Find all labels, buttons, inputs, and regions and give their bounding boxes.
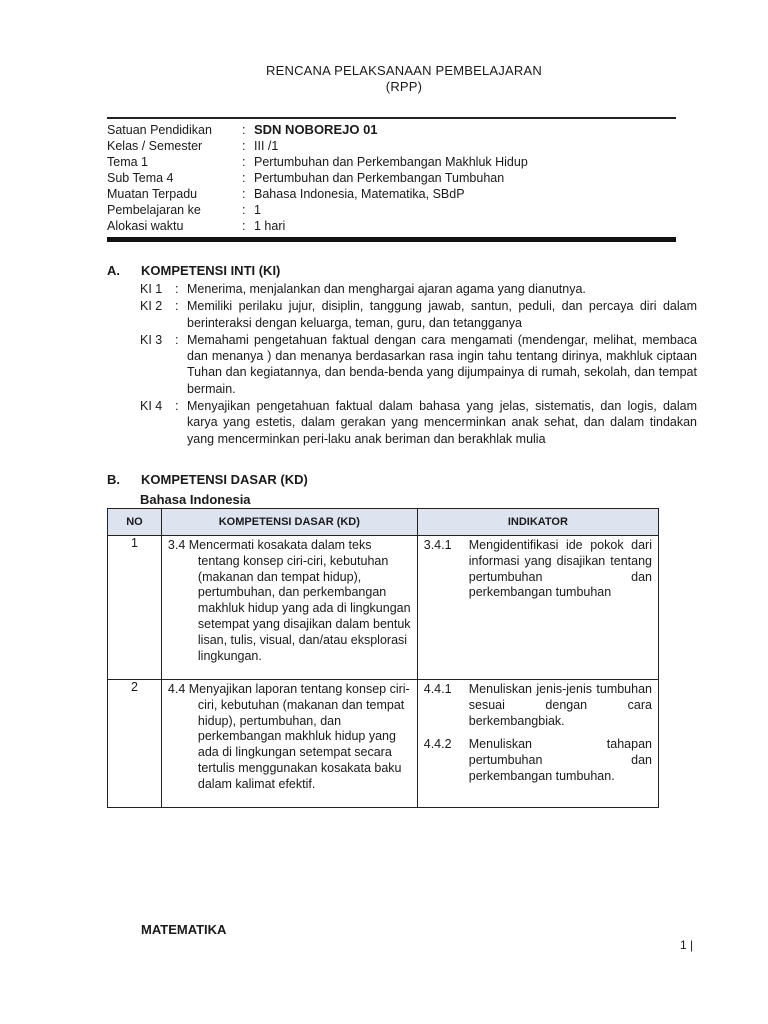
info-value: 1 hari [254,219,286,233]
info-value: Pertumbuhan dan Perkembangan Tumbuhan [254,171,505,185]
info-key: Satuan Pendidikan [107,123,212,137]
indikator-item [418,680,658,729]
ki-colon: : [175,299,179,314]
info-value: SDN NOBOREJO 01 [254,122,378,137]
info-colon: : [242,155,246,169]
info-value: Pertumbuhan dan Perkembangan Makhluk Hidup [254,155,528,169]
info-row [107,170,528,186]
info-row [107,186,528,202]
info-value: 1 [254,203,261,217]
document-subtitle: (RPP) [385,79,423,94]
cell-indikator [417,680,658,808]
info-value: III /1 [254,139,279,153]
info-key: Pembelajaran ke [107,203,201,217]
indikator-item [418,536,658,601]
indikator-item [418,735,658,784]
header-no: NO [108,509,162,536]
header-indikator: INDIKATOR [417,509,658,536]
section-letter: A. [107,263,120,278]
indikator-code: 3.4.1 [423,538,452,552]
ki-code: KI 4 [140,399,163,414]
info-colon: : [242,203,246,217]
info-colon: : [242,139,246,153]
info-key: Sub Tema 4 [107,171,174,185]
info-row [107,138,528,154]
indikator-text: Menuliskan tahapan pertumbuhan dan perkembangan tumbuhan. [468,737,652,783]
cell-kd [161,680,417,808]
section-title: KOMPETENSI DASAR (KD) [141,472,308,487]
info-row [107,202,528,218]
section-title: KOMPETENSI INTI (KI) [141,263,281,278]
cell-no: 2 [108,680,162,808]
info-colon: : [242,219,246,233]
ki-code: KI 3 [140,332,163,347]
info-key: Alokasi waktu [107,219,184,233]
ki-colon: : [175,282,179,296]
info-colon: : [242,123,246,137]
ki-text: Memiliki perilaku jujur, disiplin, tanggung jawab, santun, peduli, dan percaya diri dalam berinteraksi dengan keluarga, teman, guru, dan tetangganya [187,299,697,330]
subject-heading: Bahasa Indonesia [140,492,251,507]
ki-code: KI 2 [140,299,163,314]
cell-indikator [417,536,658,680]
ki-colon: : [175,399,179,414]
info-row [107,122,528,138]
ki-item [140,281,697,297]
table-row [108,536,659,680]
kd-text: 3.4 Mencermati kosakata dalam teks tentang konsep ciri-ciri, kebutuhan (makanan dan tempat hidup), pertumbuhan, dan perkembangan makhluk hidup yang ada di lingkungan setempat yang disajikan dalam bentuk lisan, tulis, visual, dan/atau eksplorasi lingkungan. [167,538,411,663]
section-heading-ki [107,263,280,278]
kd-text: 4.4 Menyajikan laporan tentang konsep ciri-ciri, kebutuhan (makanan dan tempat hidup), pertumbuhan, dan perkembangan makhluk hidup yang ada di lingkungan setempat secara tertulis menggunakan kosakata baku dalam kalimat efektif. [167,682,410,791]
ki-item [140,298,697,331]
section-letter: B. [107,472,120,487]
ki-colon: : [175,332,179,347]
info-row [107,218,528,234]
kd-table [107,508,659,808]
ki-list [140,281,697,447]
ki-text: Menerima, menjalankan dan menghargai ajaran agama yang dianutnya. [187,282,586,296]
top-divider [107,117,676,119]
indikator-code: 4.4.2 [423,737,452,752]
ki-text: Memahami pengetahuan faktual dengan cara mengamati (mendengar, melihat, membaca dan menanya ) dan menanya berdasarkan rasa ingin tahu tentang dirinya, makhluk ciptaan Tuhan dan kegiatannya, dan benda-benda yang dijumpainya di rumah, sekolah, dan tempat bermain. [187,332,697,396]
cell-no: 1 [108,536,162,680]
page-number: 1 | [680,938,694,952]
cell-kd [161,536,417,680]
info-block [107,122,528,234]
indikator-code: 4.4.1 [423,682,452,696]
next-subject-heading: MATEMATIKA [141,922,227,937]
section-heading-kd [107,472,308,487]
info-key: Muatan Terpadu [107,187,198,201]
header-kd: KOMPETENSI DASAR (KD) [161,509,417,536]
ki-text: Menyajikan pengetahuan faktual dalam bahasa yang jelas, sistematis, dan logis, dalam karya yang estetis, dalam gerakan yang mencerminkan anak sehat, dan dalam tindakan yang mencerminkan peri-laku anak beriman dan berakhlak mulia [187,399,697,446]
table-header-row [108,509,659,536]
info-value: Bahasa Indonesia, Matematika, SBdP [254,187,465,201]
indikator-text: Menuliskan jenis-jenis tumbuhan sesuai dengan cara berkembangbiak. [468,682,652,728]
ki-item [140,398,697,447]
info-colon: : [242,187,246,201]
indikator-text: Mengidentifikasi ide pokok dari informasi yang disajikan tentang pertumbuhan dan perkembangan tumbuhan [468,538,652,600]
info-colon: : [242,171,246,185]
info-row [107,154,528,170]
ki-item [140,332,697,397]
info-key: Tema 1 [107,155,148,169]
ki-code: KI 1 [140,282,163,296]
table-row [108,680,659,808]
info-divider [107,237,676,242]
info-key: Kelas / Semester [107,139,203,153]
document-title: RENCANA PELAKSANAAN PEMBELAJARAN [266,63,542,78]
